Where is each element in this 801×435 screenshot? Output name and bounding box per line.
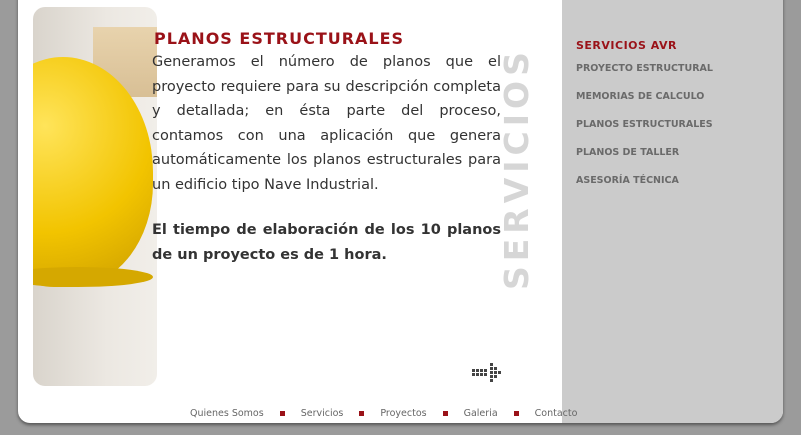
separator-icon — [359, 411, 364, 416]
footer-link-contacto[interactable]: Contacto — [534, 408, 578, 419]
separator-icon — [280, 411, 285, 416]
services-menu — [576, 39, 713, 203]
footer-link-servicios[interactable]: Servicios — [300, 408, 344, 419]
menu-item-asesoria-tecnica[interactable]: ASESORÍA TÉCNICA — [576, 175, 679, 186]
highlight-text: El tiempo de elaboración de los 10 planos de un proyecto es de 1 hora. — [152, 222, 501, 263]
page-title: PLANOS ESTRUCTURALES — [154, 29, 405, 48]
separator-icon — [514, 411, 519, 416]
menu-item-planos-de-taller[interactable]: PLANOS DE TALLER — [576, 147, 680, 158]
menu-item-memorias-de-calculo[interactable]: MEMORIAS DE CALCULO — [576, 91, 705, 102]
hard-hat-photo — [33, 7, 157, 386]
next-arrow-icon[interactable] — [472, 363, 518, 383]
services-heading: SERVICIOS AVR — [576, 39, 678, 52]
vertical-section-label: SERVICIOS — [497, 47, 536, 290]
footer-link-quienes-somos[interactable]: Quienes Somos — [190, 408, 264, 419]
footer-link-galeria[interactable]: Galeria — [463, 408, 498, 419]
description-text: Generamos el número de planos que el proyecto requiere para su descripción completa y detallada; en ésta parte del proceso, contamos con una aplicación que genera automáticamente los planos estructurales para un edificio tipo Nave Industrial. — [152, 54, 501, 193]
menu-item-planos-estructurales[interactable]: PLANOS ESTRUCTURALES — [576, 119, 713, 130]
separator-icon — [443, 411, 448, 416]
footer-link-proyectos[interactable]: Proyectos — [380, 408, 427, 419]
menu-item-proyecto-estructural[interactable]: PROYECTO ESTRUCTURAL — [576, 63, 713, 74]
footer-nav — [190, 408, 577, 419]
